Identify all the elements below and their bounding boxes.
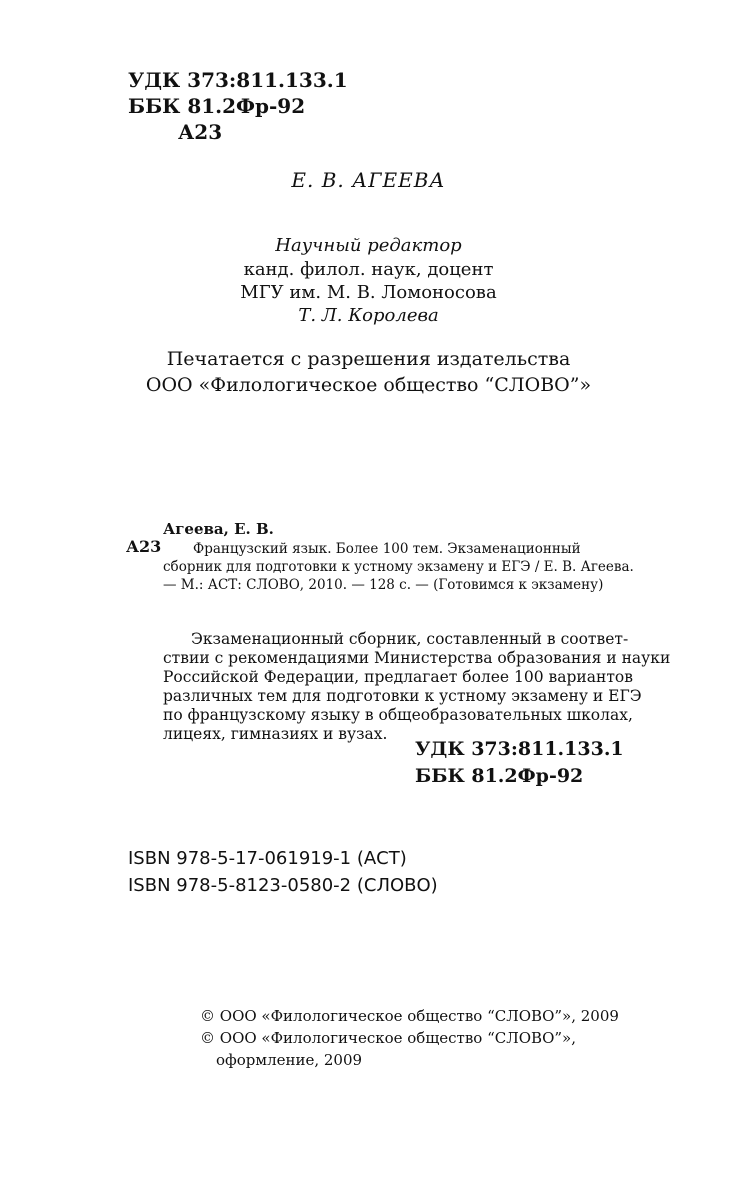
udc-code: УДК 373:811.133.1	[128, 68, 348, 92]
catalog-udc: УДК 373:811.133.1	[415, 738, 624, 760]
abstract-line: различных тем для подготовки к устному экзамену и ЕГЭ	[163, 687, 642, 705]
abstract-line: лицеях, гимназиях и вузах.	[163, 725, 388, 743]
abstract-line: Российской Федерации, предлагает более 100 вариантов	[163, 668, 633, 686]
editor-degree: канд. филол. наук, доцент	[243, 259, 494, 280]
editor-name: Т. Л. Королева	[298, 305, 439, 326]
catalog-description-line: — М.: АСТ: СЛОВО, 2010. — 128 с. — (Готовимся к экзамену)	[163, 577, 604, 593]
catalog-description	[163, 540, 634, 594]
catalog-bbk: ББК 81.2Фр-92	[415, 765, 584, 787]
catalog-description-line: сборник для подготовки к устному экзамену и ЕГЭ / Е. В. Агеева.	[163, 559, 634, 575]
book-author: Е. В. АГЕЕВА	[291, 168, 446, 192]
bbk-code: ББК 81.2Фр-92	[128, 94, 306, 118]
author-sign: А23	[178, 120, 223, 144]
copyright-line-2: © ООО «Филологическое общество “СЛОВО”»,	[200, 1029, 576, 1047]
catalog-abstract	[163, 630, 671, 744]
print-permission-line-2: ООО «Филологическое общество “СЛОВО”»	[145, 374, 592, 396]
abstract-line: ствии с рекомендациями Министерства образования и науки	[163, 649, 671, 667]
abstract-line: Экзаменационный сборник, составленный в соответ-	[191, 630, 629, 648]
catalog-code: А23	[126, 537, 162, 556]
print-permission-line-1: Печатается с разрешения издательства	[166, 348, 571, 370]
copyright-line-3	[200, 1049, 362, 1071]
copyright-design-text: оформление, 2009	[216, 1051, 363, 1069]
editor-role: Научный редактор	[275, 235, 462, 256]
isbn-ast: ISBN 978-5-17-061919-1 (АСТ)	[128, 848, 407, 869]
isbn-slovo: ISBN 978-5-8123-0580-2 (СЛОВО)	[128, 875, 438, 896]
abstract-line: по французскому языку в общеобразовательных школах,	[163, 706, 633, 724]
copyright-line-1: © ООО «Филологическое общество “СЛОВО”», 2009	[200, 1007, 619, 1025]
editor-institution: МГУ им. М. В. Ломоносова	[240, 282, 497, 303]
catalog-author-heading: Агеева, Е. В.	[163, 520, 274, 538]
catalog-description-line: Французский язык. Более 100 тем. Экзаменационный	[193, 541, 581, 557]
